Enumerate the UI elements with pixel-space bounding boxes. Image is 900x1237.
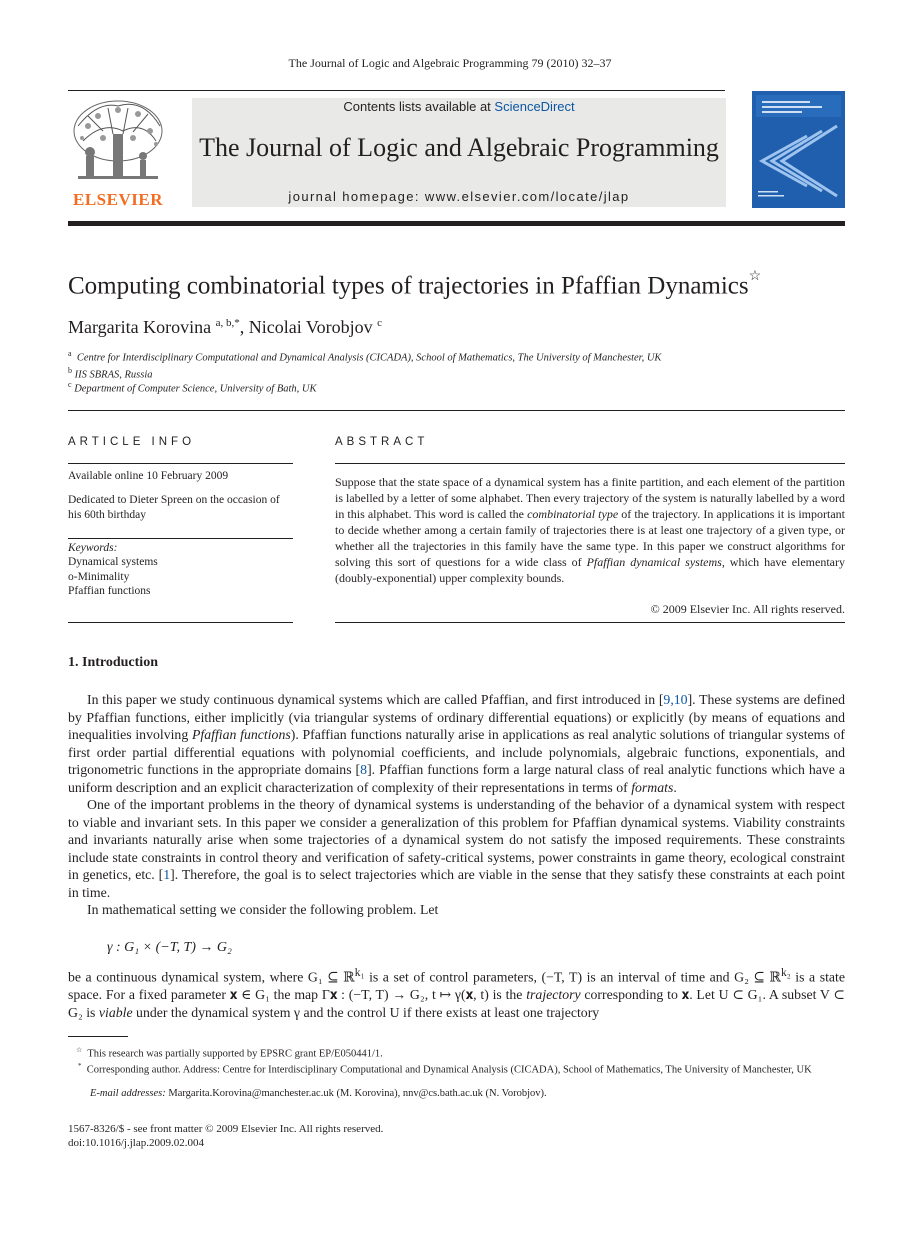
- journal-homepage[interactable]: journal homepage: www.elsevier.com/locate/jlap: [288, 189, 630, 204]
- affiliation-a: [68, 349, 661, 364]
- affiliation-c: [68, 380, 317, 395]
- text-span: ]. Therefore, the goal is to select trajectories which are viable in the sense that they satisfy these constraints at each point in time.: [68, 867, 845, 900]
- affiliation-text: Department of Computer Science, University of Bath, UK: [74, 383, 317, 395]
- info-rule-mid: [68, 538, 293, 539]
- affiliation-mark: b: [68, 366, 72, 375]
- text-span: ]. These systems are defined by Pfaffian functions, either implicitly (via triangular systems of ordinary differential equations) or explicitly (by means of equations and inequalities involving: [68, 692, 845, 742]
- footnote-corresponding: [68, 1059, 845, 1078]
- citation-link[interactable]: 8: [360, 762, 368, 777]
- sciencedirect-link[interactable]: ScienceDirect: [494, 99, 575, 114]
- keywords-label: Keywords:: [68, 542, 118, 554]
- author-list: [68, 317, 382, 338]
- abstract-span: of the trajectory. In applications it is important to decide whether among a certain family of trajectories there is at least one trajectory of a given type, or whether all the trajectories in this family have the same type. In this paper we construct algorithms for solving this sort of questions for a wide class of: [335, 507, 845, 569]
- abstract-heading: ABSTRACT: [335, 436, 429, 448]
- intro-paragraph-4: [68, 965, 845, 1021]
- text-span: under the dynamical system γ and the control U if there exists at least one trajectory: [132, 1004, 600, 1020]
- masthead-top-rule: [68, 90, 725, 91]
- keyword-item: Dynamical systems: [68, 556, 158, 568]
- dedication: Dedicated to Dieter Spreen on the occasion of his 60th birthday: [68, 494, 280, 521]
- intro-body: [68, 691, 845, 919]
- emphasis: formats: [631, 779, 674, 795]
- title-footnote-mark[interactable]: ☆: [748, 269, 762, 284]
- affiliation-text: IIS SBRAS, Russia: [74, 369, 153, 381]
- intro-body-continued: [68, 965, 845, 1021]
- author-affil-marks[interactable]: a, b,*: [215, 317, 240, 329]
- article-info-heading: ARTICLE INFO: [68, 436, 196, 448]
- abstract-copyright: © 2009 Elsevier Inc. All rights reserved.: [650, 602, 845, 616]
- intro-paragraph-1: [68, 691, 845, 796]
- citation-link[interactable]: 9,10: [663, 692, 688, 707]
- author-name[interactable]: Nicolai Vorobjov: [248, 317, 373, 337]
- text-span: is a state space. For a fixed parameter 𝐱 ∈ G₁ the map Γ𝐱 : (−T, T) → G₂, t ↦ γ(𝐱, t) is the: [68, 969, 845, 1003]
- footnote-mark: ☆: [76, 1046, 83, 1054]
- text-span: be a continuous dynamical system, where G₁ ⊆ ℝ: [68, 969, 355, 985]
- text-span: is a set of control parameters, (−T, T) is an interval of time and G₂ ⊆ ℝ: [364, 969, 781, 985]
- contents-line: [192, 99, 726, 114]
- abstract-span: , which have elementary (doubly-exponential) upper complexity bounds.: [335, 555, 845, 585]
- superscript: k₂: [781, 967, 791, 979]
- masthead-bottom-rule: [68, 221, 845, 226]
- footnote-mark: *: [78, 1062, 82, 1070]
- abstract-span: Suppose that the state space of a dynamical system has a finite partition, and each element of the partition is labelled by a letter of some alphabet. Then every trajectory of the system is naturally labelled by a word in this alphabet. This word is called the: [335, 475, 845, 521]
- running-header: The Journal of Logic and Algebraic Programming 79 (2010) 32–37: [288, 56, 612, 70]
- affiliation-text: Centre for Interdisciplinary Computational and Dynamical Analysis (CICADA), School of Mathematics, The University of Manchester, UK: [76, 352, 662, 364]
- intro-paragraph-3: In mathematical setting we consider the following problem. Let: [87, 902, 439, 917]
- abstract-emphasis: combinatorial type: [527, 507, 619, 521]
- elsevier-wordmark: ELSEVIER: [73, 190, 163, 209]
- emphasis: viable: [98, 1004, 133, 1020]
- journal-title: The Journal of Logic and Algebraic Programming: [199, 133, 719, 162]
- author-separator: ,: [239, 317, 249, 337]
- section-heading-introduction: 1. Introduction: [68, 655, 158, 670]
- display-equation: γ : G₁ × (−T, T) → G₂: [107, 940, 232, 955]
- abstract-text: [335, 474, 845, 586]
- keyword-item: o-Minimality: [68, 571, 130, 583]
- affiliation-b: [68, 366, 153, 381]
- keyword-item: Pfaffian functions: [68, 585, 151, 597]
- email-label: E-mail addresses:: [90, 1088, 166, 1099]
- contents-prefix: Contents lists available at: [343, 99, 491, 114]
- text-span: In this paper we study continuous dynamical systems which are called Pfaffian, and first introduced in [: [87, 692, 664, 707]
- citation-link[interactable]: 1: [163, 867, 171, 882]
- footnote-text: This research was partially supported by EPSRC grant EP/E050441/1.: [87, 1048, 383, 1060]
- text-span: .: [673, 779, 677, 795]
- author-name[interactable]: Margarita Korovina: [68, 317, 212, 337]
- doi-line[interactable]: doi:10.1016/j.jlap.2009.02.004: [68, 1137, 204, 1149]
- text-span: ]. Pfaffian functions form a large natural class of real analytic functions which have a uniform description and an explicit characterization of complexity of their representations in terms of: [68, 762, 845, 795]
- journal-cover-thumbnail[interactable]: [752, 91, 845, 208]
- info-rule-top: [68, 463, 293, 464]
- abstract-rule-bottom: [335, 622, 845, 623]
- footnote-rule: [68, 1036, 128, 1037]
- affiliation-mark: c: [68, 380, 72, 389]
- abstract-rule-top: [335, 463, 845, 464]
- available-online: Available online 10 February 2009: [68, 470, 229, 482]
- header-divider: [68, 410, 845, 411]
- emphasis: Pfaffian functions: [191, 727, 291, 742]
- issn-line: 1567-8326/$ - see front matter © 2009 Elsevier Inc. All rights reserved.: [68, 1123, 384, 1135]
- text-span: One of the important problems in the theory of dynamical systems is understanding of the behavior of a dynamical system with respect to viable and invariant sets. In this paper we consider a generalization of this problem for Pfaffian dynamical systems. Viability constraints and invariants naturally arise when some trajectories of a dynamical system do not satisfy the imposed requirements. These constraints include state constraints in control theory and verification of safety-critical systems, power constraints in game theory, ecological constraint in genetics, etc. [: [68, 797, 845, 882]
- footnote-text: Corresponding author. Address: Centre for Interdisciplinary Computational and Dynamical Analysis (CICADA), School of Mathematics, The University of Manchester, UK: [86, 1064, 812, 1076]
- abstract-emphasis: Pfaffian dynamical systems: [586, 555, 722, 569]
- article-title: [68, 269, 762, 300]
- article-title-text: Computing combinatorial types of trajectories in Pfaffian Dynamics: [68, 272, 749, 300]
- superscript: k₁: [354, 967, 365, 979]
- email-addresses[interactable]: Margarita.Korovina@manchester.ac.uk (M. Korovina), nnv@cs.bath.ac.uk (N. Vorobjov).: [165, 1088, 547, 1099]
- affiliation-mark: a: [68, 349, 72, 358]
- emphasis: trajectory: [526, 987, 581, 1003]
- footnote-email: [68, 1087, 867, 1101]
- text-span: ). Pfaffian functions naturally arise in applications as real analytic solutions of triangular systems of first order partial differential equations with polynomial coefficients, and include polynomials, algebraic functions, exponentials, and trigonometric functions in the appropriate domains [: [68, 727, 845, 777]
- intro-paragraph-2: [68, 796, 845, 901]
- info-rule-bottom: [68, 622, 293, 623]
- author-affil-marks[interactable]: c: [377, 317, 382, 329]
- text-span: corresponding to 𝐱. Let U ⊂ G₁. A subset V ⊂ G₂ is: [68, 987, 845, 1020]
